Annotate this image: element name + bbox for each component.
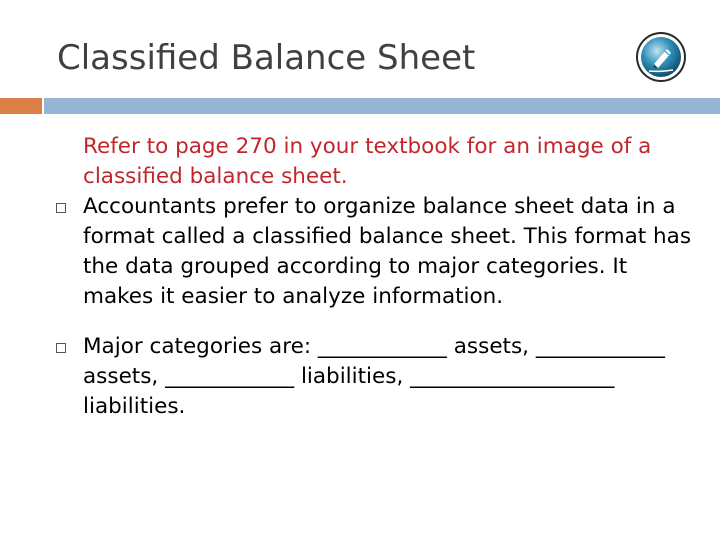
- bullet-marker-icon: [56, 343, 66, 353]
- bullet-item: Accountants prefer to organize balance sheet data in a format called a classified balance sheet. This format has the data grouped according to major categories. It makes it easier to analyze information.: [83, 194, 692, 309]
- slide-title: Classified Balance Sheet: [57, 38, 476, 78]
- bullet-marker-icon: [56, 203, 66, 213]
- intro-note: Refer to page 270 in your textbook for an image of a classified balance sheet.: [83, 134, 652, 189]
- bullet-item: Major categories are: ____________ assets, ____________ assets, ____________ liabilities, ___________________ liabilities.: [83, 334, 665, 419]
